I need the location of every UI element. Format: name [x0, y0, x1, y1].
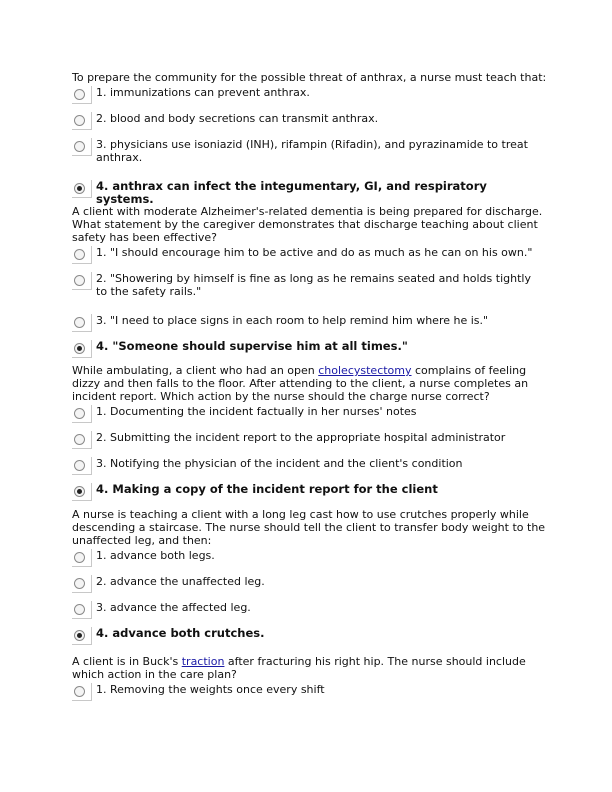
option-number: 1. — [96, 86, 107, 99]
radio-cell — [72, 86, 92, 104]
question-5 — [72, 655, 552, 707]
q5-option-1-label — [96, 683, 536, 696]
q4-option-1-label — [96, 549, 536, 562]
stem-text: While ambulating, a client who had an open — [72, 364, 319, 377]
q1-option-4[interactable] — [72, 178, 552, 204]
question-1-stem: To prepare the community for the possible threat of anthrax, a nurse must teach that: — [72, 71, 547, 84]
question-4-stem: A nurse is teaching a client with a long leg cast how to use crutches properly while descending a staircase. The nurse should tell the client to transfer body weight to the unaffected leg, and then: — [72, 508, 546, 547]
option-number: 3. — [96, 457, 107, 470]
q2-option-4-radio[interactable] — [74, 343, 85, 354]
option-text: Documenting the incident factually in her nurses' notes — [110, 405, 417, 418]
option-text: "I should encourage him to be active and do as much as he can on his own." — [110, 246, 533, 259]
option-number: 4. — [96, 482, 109, 496]
option-number: 2. — [96, 112, 107, 125]
stem-text: after fracturing his right hip. The nurse should include which action in the care plan? — [72, 655, 526, 681]
question-4 — [72, 508, 552, 651]
q1-option-2[interactable] — [72, 110, 552, 136]
radio-cell — [72, 138, 92, 156]
q1-option-2-radio[interactable] — [74, 115, 85, 126]
question-2 — [72, 205, 552, 364]
q3-option-1[interactable] — [72, 403, 552, 429]
option-text: Submitting the incident report to the appropriate hospital administrator — [110, 431, 506, 444]
option-number: 4. — [96, 626, 109, 640]
option-number: 2. — [96, 272, 107, 285]
q3-option-2-label — [96, 431, 536, 444]
option-text: "Someone should supervise him at all times." — [112, 339, 408, 353]
q5-option-1-radio[interactable] — [74, 686, 85, 697]
q2-option-1-radio[interactable] — [74, 249, 85, 260]
option-number: 1. — [96, 405, 107, 418]
stem-text: A client is in Buck's — [72, 655, 182, 668]
option-text: advance the affected leg. — [110, 601, 251, 614]
option-number: 3. — [96, 138, 107, 151]
q1-option-1-radio[interactable] — [74, 89, 85, 100]
radio-cell — [72, 180, 92, 198]
q2-option-2-radio[interactable] — [74, 275, 85, 286]
option-text: blood and body secretions can transmit anthrax. — [110, 112, 379, 125]
q4-option-4[interactable] — [72, 625, 552, 651]
option-text: Notifying the physician of the incident and the client's condition — [110, 457, 463, 470]
radio-cell — [72, 272, 92, 290]
q2-option-4[interactable] — [72, 338, 552, 364]
option-number: 3. — [96, 601, 107, 614]
option-text: Removing the weights once every shift — [110, 683, 325, 696]
radio-cell — [72, 405, 92, 423]
q1-option-3[interactable] — [72, 136, 552, 178]
radio-cell — [72, 549, 92, 567]
radio-cell — [72, 246, 92, 264]
option-text: advance both legs. — [110, 549, 215, 562]
q4-option-3-radio[interactable] — [74, 604, 85, 615]
radio-cell — [72, 112, 92, 130]
option-text: "Showering by himself is fine as long as he remains seated and holds tightly to the safety rails." — [96, 272, 531, 298]
q3-option-2[interactable] — [72, 429, 552, 455]
traction-link[interactable]: traction — [181, 655, 225, 668]
question-3-stem — [72, 364, 552, 403]
q2-option-4-label — [96, 340, 536, 353]
option-number: 1. — [96, 683, 107, 696]
q1-option-3-label — [96, 138, 536, 164]
q2-option-2-label — [96, 272, 536, 298]
stem-text: complains of feeling dizzy and then falls to the floor. After attending to the client, a nurse completes an incident report. Which action by the nurse should the charge nurse correct? — [72, 364, 529, 403]
option-text: anthrax can infect the integumentary, GI, and respiratory systems. — [96, 179, 487, 206]
q4-option-3[interactable] — [72, 599, 552, 625]
q5-option-1[interactable] — [72, 681, 552, 707]
radio-cell — [72, 457, 92, 475]
q4-option-3-label — [96, 601, 536, 614]
option-text: immunizations can prevent anthrax. — [110, 86, 310, 99]
q2-option-3-radio[interactable] — [74, 317, 85, 328]
q4-option-1-radio[interactable] — [74, 552, 85, 563]
q3-option-2-radio[interactable] — [74, 434, 85, 445]
q1-option-4-radio[interactable] — [74, 183, 85, 194]
q4-option-4-label — [96, 627, 536, 640]
cholecystectomy-link[interactable]: cholecystectomy — [318, 364, 412, 377]
option-text: advance both crutches. — [112, 626, 265, 640]
q4-option-2-label — [96, 575, 536, 588]
q1-option-2-label — [96, 112, 536, 125]
option-number: 2. — [96, 431, 107, 444]
q3-option-4-radio[interactable] — [74, 486, 85, 497]
radio-cell — [72, 683, 92, 701]
question-5-stem — [72, 655, 552, 681]
q3-option-3-label — [96, 457, 536, 470]
radio-cell — [72, 431, 92, 449]
radio-cell — [72, 601, 92, 619]
q4-option-2[interactable] — [72, 573, 552, 599]
radio-cell — [72, 627, 92, 645]
q3-option-3-radio[interactable] — [74, 460, 85, 471]
option-text: "I need to place signs in each room to help remind him where he is." — [110, 314, 489, 327]
q4-option-4-radio[interactable] — [74, 630, 85, 641]
option-number: 3. — [96, 314, 107, 327]
option-text: Making a copy of the incident report for the client — [112, 482, 438, 496]
option-number: 4. — [96, 179, 109, 193]
radio-cell — [72, 314, 92, 332]
question-3 — [72, 364, 552, 507]
q3-option-3[interactable] — [72, 455, 552, 481]
q2-option-1[interactable] — [72, 244, 552, 270]
option-number: 4. — [96, 339, 109, 353]
q2-option-1-label — [96, 246, 536, 259]
option-number: 2. — [96, 575, 107, 588]
radio-cell — [72, 483, 92, 501]
q2-option-3-label — [96, 314, 536, 327]
option-number: 1. — [96, 246, 107, 259]
q3-option-1-label — [96, 405, 536, 418]
q3-option-4[interactable] — [72, 481, 552, 507]
q4-option-1[interactable] — [72, 547, 552, 573]
q1-option-4-label — [96, 180, 536, 206]
option-number: 1. — [96, 549, 107, 562]
radio-cell — [72, 575, 92, 593]
option-text: physicians use isoniazid (INH), rifampin (Rifadin), and pyrazinamide to treat anthrax. — [96, 138, 528, 164]
q3-option-1-radio[interactable] — [74, 408, 85, 419]
q2-option-2[interactable] — [72, 270, 552, 312]
q1-option-1[interactable] — [72, 84, 552, 110]
radio-cell — [72, 340, 92, 358]
q1-option-1-label — [96, 86, 536, 99]
q4-option-2-radio[interactable] — [74, 578, 85, 589]
q1-option-3-radio[interactable] — [74, 141, 85, 152]
question-1 — [72, 71, 552, 204]
q3-option-4-label — [96, 483, 536, 496]
q2-option-3[interactable] — [72, 312, 552, 338]
option-text: advance the unaffected leg. — [110, 575, 265, 588]
question-2-stem: A client with moderate Alzheimer's-related dementia is being prepared for discharge. What statement by the caregiver demonstrates that discharge teaching about client safety has been effective? — [72, 205, 543, 244]
